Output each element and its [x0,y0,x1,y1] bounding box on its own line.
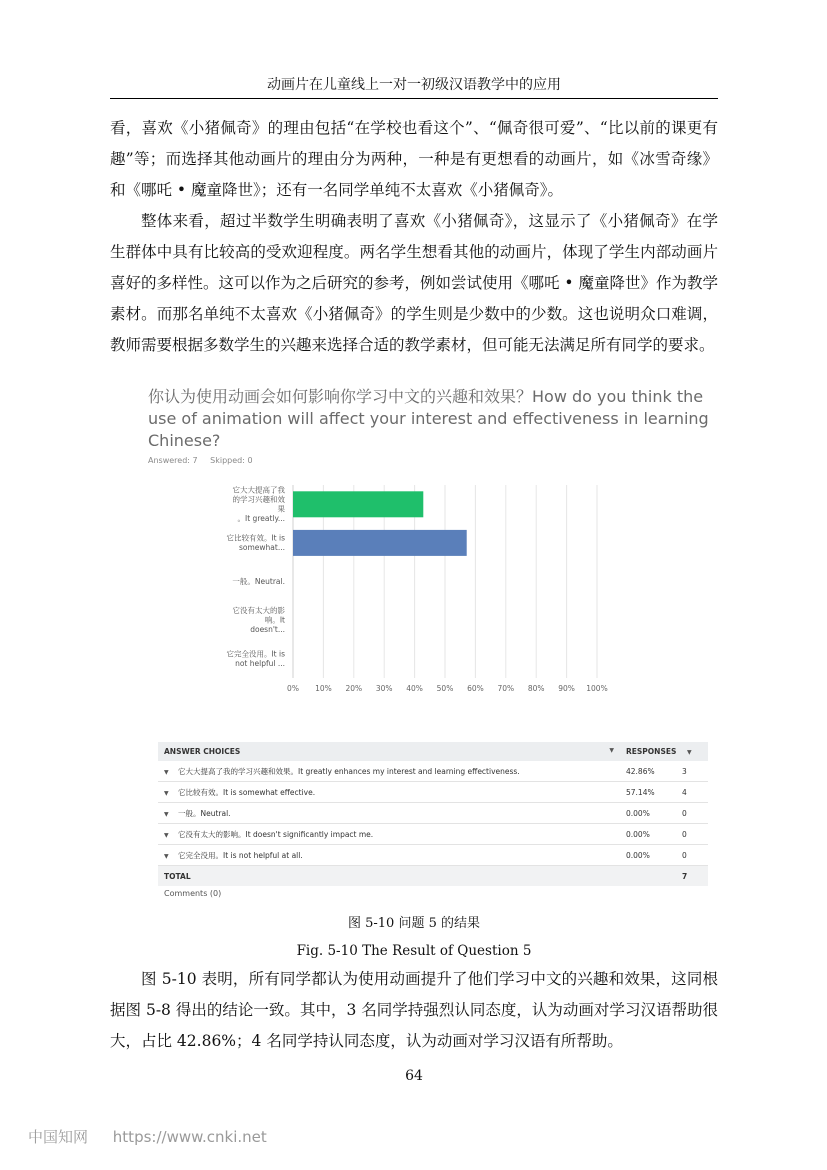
watermark-brand: 中国知网 [28,1128,89,1146]
figure-caption-cn: 图 5-10 问题 5 的结果 [347,916,480,931]
table-header [158,742,708,761]
running-header: 动画片在儿童线上一对一初级汉语教学中的应用 [267,77,561,93]
header-rule [110,98,718,99]
category-label: 响。It [264,615,285,625]
row-percent: 0.00% [626,829,650,839]
table-total-row [158,866,708,886]
figure-caption-en: Fig. 5-10 The Result of Question 5 [296,943,532,959]
expand-caret-icon[interactable]: ▼ [164,810,169,818]
x-tick-label: 10% [315,684,332,693]
bar[interactable] [293,530,467,556]
row-label: 它完全没用。It is not helpful at all. [178,850,303,860]
table-row [158,761,708,782]
row-count: 4 [682,787,687,797]
x-tick-label: 70% [497,684,515,693]
header-answer-choices[interactable]: ANSWER CHOICES ▼ [164,747,614,756]
x-tick-label: 50% [436,684,454,693]
row-percent: 42.86% [626,766,655,776]
table-row [158,803,708,824]
watermark-url: https://www.cnki.net [112,1128,267,1146]
total-label: TOTAL [164,871,191,881]
row-label: 它没有太大的影响。It doesn't significantly impact me. [178,829,374,839]
category-label: somewhat... [239,543,285,553]
page-number: 64 [405,1068,423,1084]
sort-caret-icon[interactable]: ▼ [687,749,692,756]
x-tick-label: 30% [375,684,393,693]
expand-caret-icon[interactable]: ▼ [164,831,169,839]
category-label: 的学习兴趣和效 [232,495,285,505]
bar[interactable] [293,491,423,517]
category-label: 它比较有效。It is [226,533,285,543]
category-label: 一般。Neutral. [232,577,285,586]
x-tick-label: 90% [558,684,575,693]
answer-table [158,742,708,886]
category-label: 果 [277,504,285,514]
sort-caret-icon[interactable]: ▼ [609,747,614,754]
row-count: 0 [682,850,687,860]
comments-link[interactable]: Comments (0) [164,889,222,898]
skipped-count: Skipped: 0 [210,456,253,465]
category-label: 。It greatly... [237,514,285,524]
row-count: 0 [682,829,687,839]
row-percent: 0.00% [626,808,650,818]
x-tick-label: 40% [406,684,423,693]
table-row [158,845,708,866]
survey-meta [148,456,263,465]
x-tick-label: 0% [287,684,299,693]
category-label: doesn't... [250,625,285,635]
paragraph-2: 整体来看，超过半数学生明确表明了喜欢《小猪佩奇》，这显示了《小猪佩奇》在学生群体中具有比较高的受欢迎程度。两名学生想看其他的动画片，体现了学生内部动画片喜好的多样性。这可以作为之后研究的参考，例如尝试使用《哪吒 • 魔童降世》作为教学素材。而那名单纯不太喜欢《小猪佩奇》的学生则是少数中的少数。这也说明众口难调，教师需要根据多数学生的兴趣来选择合适的教学素材，但可能无法满足所有同学的要求。 [110,212,718,354]
row-count: 0 [682,808,687,818]
row-label: 一般。Neutral. [178,808,231,818]
paragraph-1: 看，喜欢《小猪佩奇》的理由包括“在学校也看这个”、“佩奇很可爱”、“比以前的课更有趣”等；而选择其他动画片的理由分为两种，一种是有更想看的动画片，如《冰雪奇缘》和《哪吒 • 魔童降世》；还有一名同学单纯不太喜欢《小猪佩奇》。 [110,119,718,199]
header-responses[interactable]: RESPONSES ▼ [626,747,692,756]
expand-caret-icon[interactable]: ▼ [164,768,169,776]
x-tick-label: 20% [345,684,363,693]
row-label: 它比较有效。It is somewhat effective. [178,787,316,797]
x-tick-label: 60% [467,684,484,693]
table-row [158,782,708,803]
expand-caret-icon[interactable]: ▼ [164,789,169,797]
category-label: 它完全没用。It is [226,649,285,659]
row-label: 它大大提高了我的学习兴趣和效果。It greatly enhances my interest and learning effectiveness. [178,766,520,776]
total-count: 7 [682,871,688,881]
x-tick-label: 80% [527,684,545,693]
watermark [28,1126,287,1147]
paragraph-3: 图 5-10 表明，所有同学都认为使用动画提升了他们学习中文的兴趣和效果，这同根据图 5-8 得出的结论一致。其中，3 名同学持强烈认同态度，认为动画对学习汉语帮助很大，占比 42.86%；4 名同学持认同态度，认为动画对学习汉语有所帮助。 [110,970,718,1050]
x-tick-label: 100% [586,684,608,693]
table-row [158,824,708,845]
row-percent: 0.00% [626,850,650,860]
category-label: 它没有太大的影 [232,606,285,616]
expand-caret-icon[interactable]: ▼ [164,852,169,860]
category-label: 它大大提高了我 [232,485,285,495]
row-percent: 57.14% [626,787,655,797]
row-count: 3 [682,766,687,776]
answered-count: Answered: 7 [148,456,198,465]
bar-chart [150,480,620,700]
category-label: not helpful ... [235,658,285,668]
survey-question: 你认为使用动画会如何影响你学习中文的兴趣和效果？How do you think the use of animation will affect your interest and effectiveness in learning Chinese? [148,387,709,450]
